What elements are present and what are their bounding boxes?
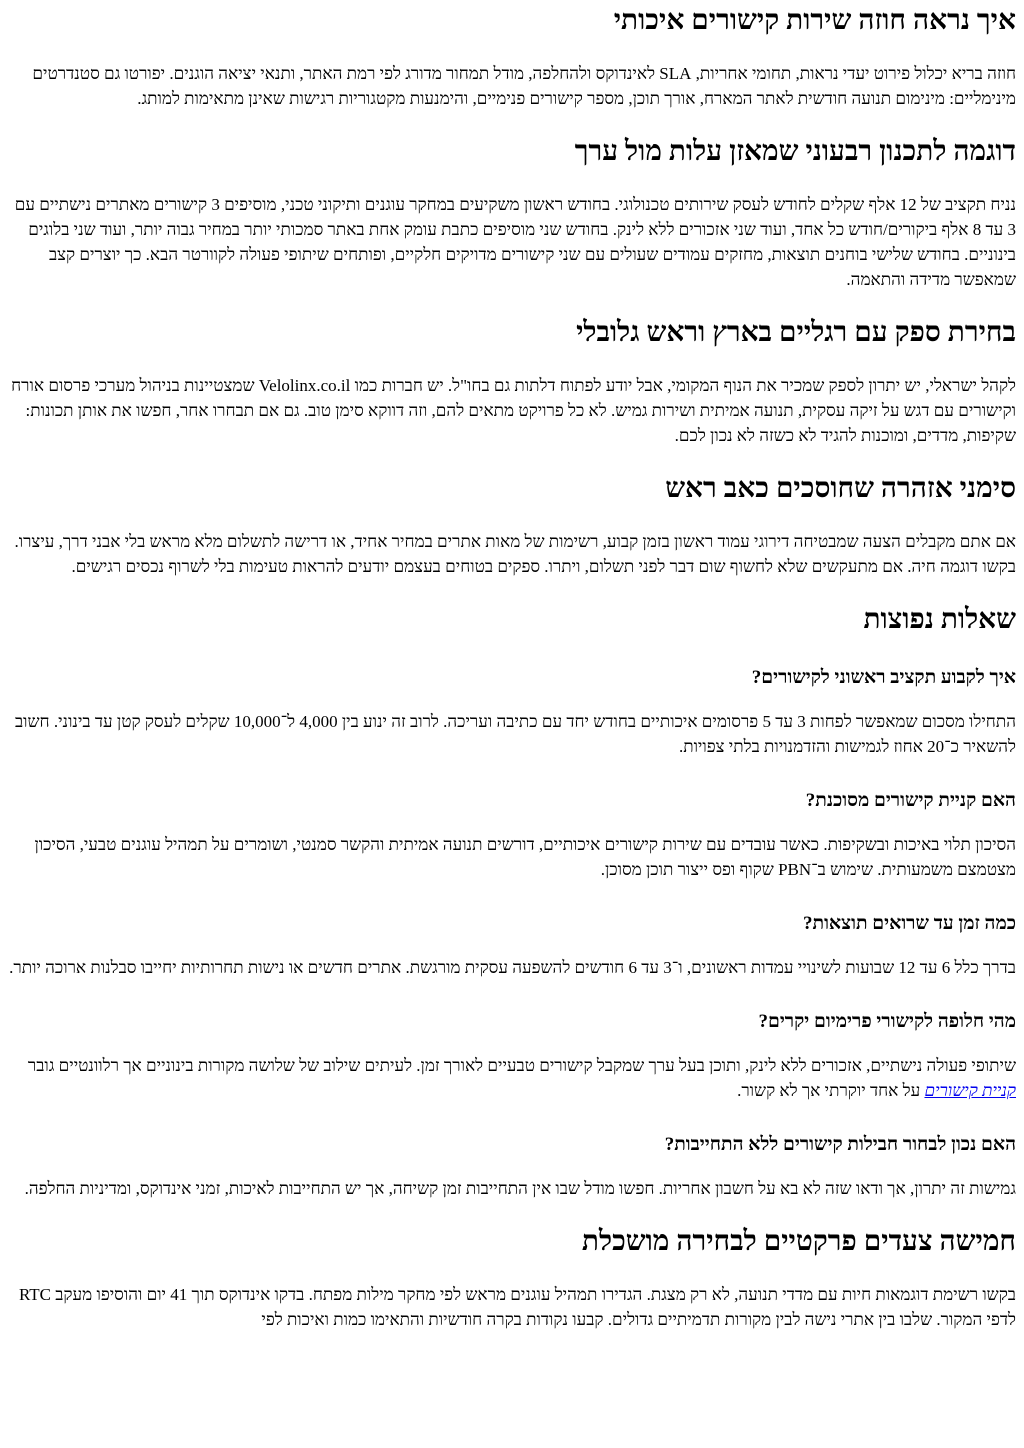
- answer-text-before-link: שיתופי פעולה נישתיים, אזכורים ללא לינק, ותוכן בעל ערך שמקבל קישורים טבעיים לאורך זמן. לעיתים שילוב של שלושה מקורות בינוניים אך רלוונטיים גובר: [27, 1056, 1016, 1075]
- section-2-paragraph: נניח תקציב של 12 אלף שקלים לחודש לעסק שירותים טכנולוגי. בחודש ראשון משקיעים במחקר עוגנים ותיקוני טכני, מוסיפים 3 קישורים מאתרים נישתיים עם 3 עד 8 אלף ביקורים/חודש כל אחד, ועוד שני אזכורים ללא לינק. בחודש שני מוסיפים כתבת עומק אחת באתר סמכותי יותר במחיר גבוה יותר, ועוד שני בלוגים בינוניים. בחודש שלישי בוחנים תוצאות, מחזקים עמודים שעולים עם שני קישורים מדויקים חלקיים, ופותחים שיתופי פעולה לקוורטר הבא. כך יוצרים קצב שמאפשר מדידה והתאמה.: [14, 195, 1016, 289]
- section-3-heading: בחירת ספק עם רגליים בארץ וראש גלובלי: [576, 317, 1016, 348]
- faq-answer-no-commitment: גמישות זה יתרון, אך ודאו שזה לא בא על חשבון אחריות. חפשו מודל שבו אין התחייבות זמן קשיחה, אך יש התחייבות לאיכות, זמני אינדוקס, ומדיניות החלפה.: [24, 1179, 1016, 1198]
- section-4-heading: סימני אזהרה שחוסכים כאב ראש: [665, 473, 1016, 504]
- section-1-heading: איך נראה חוזה שירות קישורים איכותי: [613, 5, 1016, 36]
- faq-heading: שאלות נפוצות: [863, 604, 1016, 635]
- faq-answer-premium-alternative: [8, 1053, 1016, 1103]
- faq-question-budget: איך לקבוע תקציב ראשוני לקישורים?: [751, 667, 1016, 688]
- buying-links-link[interactable]: קניית קישורים: [924, 1081, 1016, 1100]
- answer-text-after-link: על אחד יוקרתי אך לא קשור.: [737, 1081, 925, 1100]
- section-2-heading: דוגמה לתכנון רבעוני שמאזן עלות מול ערך: [574, 136, 1016, 167]
- faq-question-risk: האם קניית קישורים מסוכנת?: [805, 790, 1016, 811]
- faq-answer-risk: הסיכון תלוי באיכות ובשקיפות. כאשר עובדים עם שירות קישורים איכותיים, דורשים תנועה אמיתית והקשר סמנטי, ושומרים על תמהיל עוגנים טבעי, הסיכון מצטמצם משמעותית. שימוש ב־PBN שקוף ופס ייצור תוכן מסוכן.: [34, 835, 1016, 879]
- section-3-paragraph: לקהל ישראלי, יש יתרון לספק שמכיר את הנוף המקומי, אבל יודע לפתוח דלתות גם בחו"ל. יש חברות כמו Velolinx.co.il שמצטיינות בניהול מערכי פרסום אורח וקישורים עם דגש על זיקה עסקית, תנועה אמיתית ושירות גמיש. לא כל פרויקט מתאים להם, וזה דווקא סימן טוב. גם אם תבחרו אחר, חפשו את אותן תכונות: שקיפות, מדדים, ומוכנות להגיד לא כשזה לא נכון לכם.: [11, 376, 1016, 445]
- section-5-paragraph: בקשו רשימת דוגמאות חיות עם מדדי תנועה, לא רק מצגת. הגדירו תמהיל עוגנים מראש לפי מחקר מילות מפתח. בדקו אינדוקס תוך 41 יום והוסיפו מעקב RTC לדפי המקור. שלבו בין אתרי נישה לבין מקורות תדמיתיים גדולים. קבעו נקודות בקרה חודשיות והתאימו כמות ואיכות לפי: [18, 1285, 1016, 1329]
- faq-question-results-time: כמה זמן עד שרואים תוצאות?: [802, 913, 1016, 934]
- faq-question-premium-alternative: מהי חלופה לקישורי פרימיום יקרים?: [758, 1011, 1016, 1032]
- faq-answer-results-time: בדרך כלל 6 עד 12 שבועות לשינויי עמדות ראשונים, ו־3 עד 6 חודשים להשפעה עסקית מורגשת. אתרים חדשים או נישות תחרותיות יחייבו סבלנות ארוכה יותר.: [9, 958, 1016, 977]
- section-4-paragraph: אם אתם מקבלים הצעה שמבטיחה דירוגי עמוד ראשון בזמן קבוע, רשימות של מאות אתרים במחיר אחיד, או דרישה לתשלום מלא מראש בלי אבני דרך, עיצרו. בקשו דוגמה חיה. אם מתעקשים שלא לחשוף שום דבר לפני תשלום, ויתרו. ספקים בטוחים בעצמם יודעים להראות טעימות בלי לשרוף נכסים רגישים.: [14, 532, 1016, 576]
- faq-question-no-commitment: האם נכון לבחור חבילות קישורים ללא התחייבות?: [664, 1134, 1016, 1155]
- faq-answer-budget: התחילו מסכום שמאפשר לפחות 3 עד 5 פרסומים איכותיים בחודש יחד עם כתיבה ועריכה. לרוב זה ינוע בין 4,000 ל־10,000 שקלים לעסק קטן עד בינוני. חשוב להשאיר כ־20 אחוז לגמישות והזדמנויות בלתי צפויות.: [14, 712, 1016, 756]
- section-5-heading: חמישה צעדים פרקטיים לבחירה מושכלת: [581, 1226, 1016, 1257]
- section-1-paragraph: חוזה בריא יכלול פירוט יעדי נראות, תחומי אחריות, SLA לאינדוקס ולהחלפה, מודל תמחור מדורג לפי רמת האתר, ותנאי יציאה הוגנים. יפורטו גם סטנדרטים מינימליים: מינימום תנועה חודשית לאתר המארח, אורך תוכן, מספר קישורים פנימיים, והימנעות מקטגוריות רגישות שאינן מתאימות למותג.: [32, 64, 1016, 108]
